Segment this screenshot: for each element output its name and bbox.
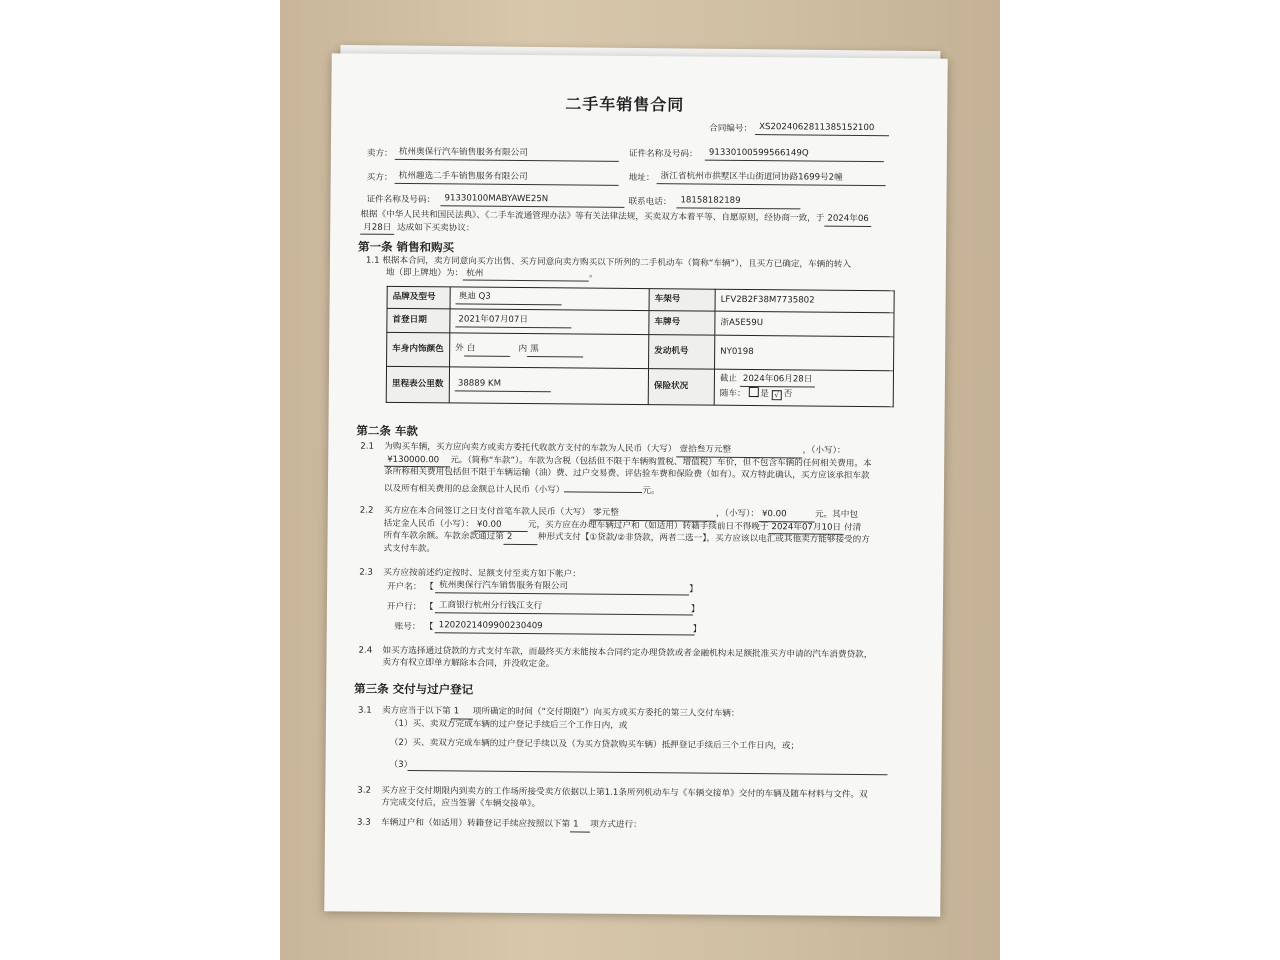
c21-e: 元。 bbox=[642, 485, 660, 496]
price-upper: 壹拾叁万元整 bbox=[676, 444, 802, 458]
no-label: 否 bbox=[783, 389, 793, 400]
preamble bbox=[360, 210, 920, 240]
plate: 浙A5E59U bbox=[715, 311, 894, 337]
seller-label: 卖方： bbox=[366, 148, 393, 159]
c21-b: 元。（简称“车款”）。车款为含税（包括但不限于车辆购置税、增值税）车价，但不包含车辆的任何相关费用。本 bbox=[450, 454, 872, 469]
reg-value bbox=[450, 309, 649, 335]
c22-b: 括定金人民币（小写）： bbox=[383, 518, 474, 530]
preamble-text: 根据《中华人民共和国民法典》、《二手车流通管理办法》等有关法律法规，买卖双方本着平等、自愿原则，经协商一致，于 bbox=[360, 209, 825, 224]
clause-1-1: 1.1 根据本合同，卖方同意向买方出售、买方同意向卖方购买以下所列的二手机动车（简称“车辆”），且买方已确定，车辆的转入 地（即上牌地）为： 杭州 。 bbox=[366, 256, 922, 285]
first-payment-amount: ¥0.00 bbox=[759, 509, 815, 522]
account-bank-bracket-left: 【 bbox=[424, 602, 434, 613]
color-value bbox=[450, 333, 649, 369]
c23-a: 买方应按前述约定按时、足额支付至卖方如下帐户： bbox=[383, 567, 581, 580]
brand-value bbox=[450, 287, 649, 311]
clause-2-2-no: 2.2 bbox=[359, 505, 374, 516]
exterior-color: 白 bbox=[464, 344, 510, 357]
address-label: 地址： bbox=[628, 172, 655, 184]
article-1-title: 第一条 销售和购买 bbox=[358, 239, 455, 255]
c22-d: 式支付车款。 bbox=[383, 543, 436, 555]
contract-page bbox=[324, 53, 947, 916]
total-amount-blank bbox=[564, 480, 642, 493]
seller-cert: 91330100599566149Q bbox=[705, 148, 884, 163]
seller-name: 杭州奥保行汽车销售服务有限公司 bbox=[395, 147, 619, 162]
payoff-date: 2024年07月10日 bbox=[768, 522, 844, 535]
c31-a2: 项所确定的时间（“交付期限”）向买方或买方委托的第三人交付车辆： bbox=[472, 706, 740, 719]
c22-b2: 元，买方应在办理车辆过户和（如适用）转籍手续前日不得晚于 bbox=[527, 519, 769, 532]
exterior-label: 外 bbox=[455, 343, 464, 354]
yes-label: 是 bbox=[760, 389, 769, 400]
preamble-date-day: 月28日 bbox=[360, 222, 394, 235]
contract-no-label: 合同编号： bbox=[709, 123, 753, 134]
delivery-option-2: （2）买、卖双方完成车辆的过户登记手续以及（为买方贷款购买车辆）抵押登记手续后三个工作日内，或； bbox=[389, 737, 800, 752]
reg-label: 首登日期 bbox=[387, 308, 450, 333]
price-amount: ¥130000.00 bbox=[384, 454, 450, 467]
reg-date: 2021年07月07日 bbox=[455, 315, 571, 329]
first-payment-upper: 零元整 bbox=[590, 508, 716, 522]
buyer-phone: 18158182189 bbox=[676, 195, 800, 209]
account-name-bracket-right: 】 bbox=[689, 584, 698, 595]
c33-a: 车辆过户和（如适用）转籍登记手续应按照以下第 bbox=[380, 817, 571, 830]
c22-c2: 种形式支付【①贷款/②非贷款，两者二选一】，买方应该以电汇或其他卖方能够接受的方 bbox=[537, 532, 870, 546]
buyer-address: 浙江省杭州市拱墅区半山街道同协路1699号2幢 bbox=[657, 171, 886, 186]
account-name-bracket-left: 【 bbox=[425, 582, 434, 593]
c21-a: 为购买车辆，买方应向卖方或卖方委托代收款方支付的车款为人民币（大写） bbox=[384, 441, 677, 455]
brand: 奥迪 Q3 bbox=[456, 292, 562, 306]
yes-checkbox[interactable] bbox=[748, 387, 758, 397]
transfer-option: 1 bbox=[570, 819, 590, 832]
clause-2-3-no: 2.3 bbox=[359, 567, 373, 578]
mileage: 38889 KM bbox=[455, 379, 551, 392]
c21-d: 以及所有相关费用的总金额总计人民币（小写） bbox=[383, 483, 565, 496]
c21-small-label: ，（小写）： bbox=[802, 445, 846, 456]
seller-cert-label: 证件名称及号码： bbox=[628, 148, 698, 160]
engine: NY0198 bbox=[715, 335, 894, 371]
buyer-label: 买方： bbox=[366, 172, 393, 183]
article-3-title: 第三条 交付与过户登记 bbox=[354, 681, 474, 697]
insurance-value bbox=[714, 369, 893, 407]
insurance-until-label: 截止 bbox=[719, 374, 738, 385]
vin: LFV2B2F38M7735802 bbox=[715, 289, 894, 313]
clause-2-4 bbox=[382, 646, 914, 674]
account-no-label: 账号： bbox=[394, 621, 421, 633]
c22-small-label: ，（小写）： bbox=[715, 508, 760, 520]
buyer-name: 杭州趣选二手车销售服务有限公司 bbox=[395, 171, 619, 186]
clause-3-1-no: 3.1 bbox=[357, 705, 372, 716]
c24-b: 卖方有权立即单方解除本合同，并没收定金。 bbox=[382, 657, 555, 669]
clause-2-1 bbox=[384, 442, 916, 500]
account-no-bracket-left: 【 bbox=[424, 622, 434, 633]
clause-3-3-no: 3.3 bbox=[356, 817, 371, 828]
mileage-label: 里程表公里数 bbox=[386, 366, 449, 403]
preamble-end: 达成如下买卖协议： bbox=[397, 222, 475, 234]
clause-1-1-text: 1.1 根据本合同，卖方同意向买方出售、买方同意向卖方购买以下所列的二手机动车（简称“车辆”），且买方已确定，车辆的转入 bbox=[365, 255, 852, 270]
engine-label: 发动机号 bbox=[649, 335, 715, 370]
phone-label: 联系电话： bbox=[628, 196, 672, 208]
interior-color: 黑 bbox=[527, 344, 583, 357]
vehicle-table bbox=[386, 286, 895, 407]
clause-2-4-no: 2.4 bbox=[358, 645, 373, 656]
delivery-option-1: （1）买、卖双方完成车辆的过户登记手续后三个工作日内，或 bbox=[389, 718, 628, 731]
insurance-until: 2024年06月28日 bbox=[740, 374, 816, 387]
account-no: 1202021409900230409 bbox=[435, 620, 695, 635]
clause-3-2 bbox=[381, 786, 913, 814]
delivery-option-3-blank bbox=[407, 770, 887, 775]
account-no-bracket-right: 】 bbox=[692, 624, 702, 635]
mileage-value bbox=[449, 367, 648, 405]
account-bank-bracket-right: 】 bbox=[690, 604, 700, 615]
transfer-place: 杭州 bbox=[463, 268, 589, 282]
clause-3-2-no: 3.2 bbox=[357, 785, 372, 796]
c33-a2: 项方式进行： bbox=[590, 819, 642, 831]
no-checkbox-checked[interactable]: √ bbox=[772, 390, 782, 400]
c22-b3: 付清 bbox=[844, 522, 862, 533]
clause-2-2 bbox=[383, 506, 915, 560]
account-bank-label: 开户行： bbox=[386, 601, 422, 613]
c32-a: 买方应于交付期限内到卖方的工作场所接受卖方依据以上第1.1条所列机动车与《车辆交接单》交付的车辆及随车材料与文件。双 bbox=[381, 785, 868, 801]
payment-method: 2 bbox=[504, 532, 538, 545]
insurance-label: 保险状况 bbox=[648, 369, 714, 406]
clause-1-1-text-b: 地（即上牌地）为： bbox=[385, 267, 464, 279]
c21-c: 条所称相关费用包括但不限于车辆运输（油）费、过户交易费、评估验车费和保险费（如有）。双方特此确认，买方应该承担车款 bbox=[384, 466, 870, 482]
article-2-title: 第二条 车款 bbox=[356, 423, 419, 439]
brand-label: 品牌及型号 bbox=[387, 286, 450, 309]
plate-label: 车牌号 bbox=[649, 311, 715, 336]
c24-a: 如买方选择通过贷款的方式支付车款，而最终买方未能按本合同约定办理贷款或者金融机构未足额批准买方申请的汽车消费贷款， bbox=[382, 645, 873, 661]
contract-no: XS20240628113851521​00 bbox=[755, 122, 889, 136]
deposit-amount: ¥0.00 bbox=[474, 519, 528, 532]
buyer-cert-label: 证件名称及号码： bbox=[366, 194, 436, 206]
c31-a: 卖方应当于以下第 bbox=[381, 705, 451, 717]
clause-3-3 bbox=[381, 818, 913, 835]
color-label: 车身内饰颜色 bbox=[387, 332, 450, 367]
interior-label: 内 bbox=[518, 344, 528, 355]
with-car-label: 随车： bbox=[719, 388, 746, 399]
buyer-cert: 91330100MABYAWE25N bbox=[440, 193, 624, 208]
account-name: 杭州奥保行汽车销售服务有限公司 bbox=[435, 580, 689, 595]
clause-2-1-no: 2.1 bbox=[360, 441, 375, 452]
account-name-label: 开户名： bbox=[387, 581, 422, 593]
document-title: 二手车销售合同 bbox=[565, 94, 685, 115]
delivery-option: 1 bbox=[451, 706, 473, 719]
preamble-date-year: 2024年06 bbox=[824, 214, 872, 227]
c22-a2: 元。其中包 bbox=[814, 509, 859, 520]
account-bank: 工商银行杭州分行钱江支行 bbox=[435, 600, 693, 615]
delivery-option-3: （3） bbox=[389, 759, 413, 771]
c22-a: 买方应在本合同签订之日支付首笔车款人民币（大写） bbox=[383, 505, 591, 518]
vin-label: 车架号 bbox=[649, 289, 715, 312]
c22-c: 所有车款余额。车款余款通过第 bbox=[383, 530, 504, 543]
c32-b: 方完成交付后，应当签署《车辆交接单》。 bbox=[381, 797, 541, 809]
